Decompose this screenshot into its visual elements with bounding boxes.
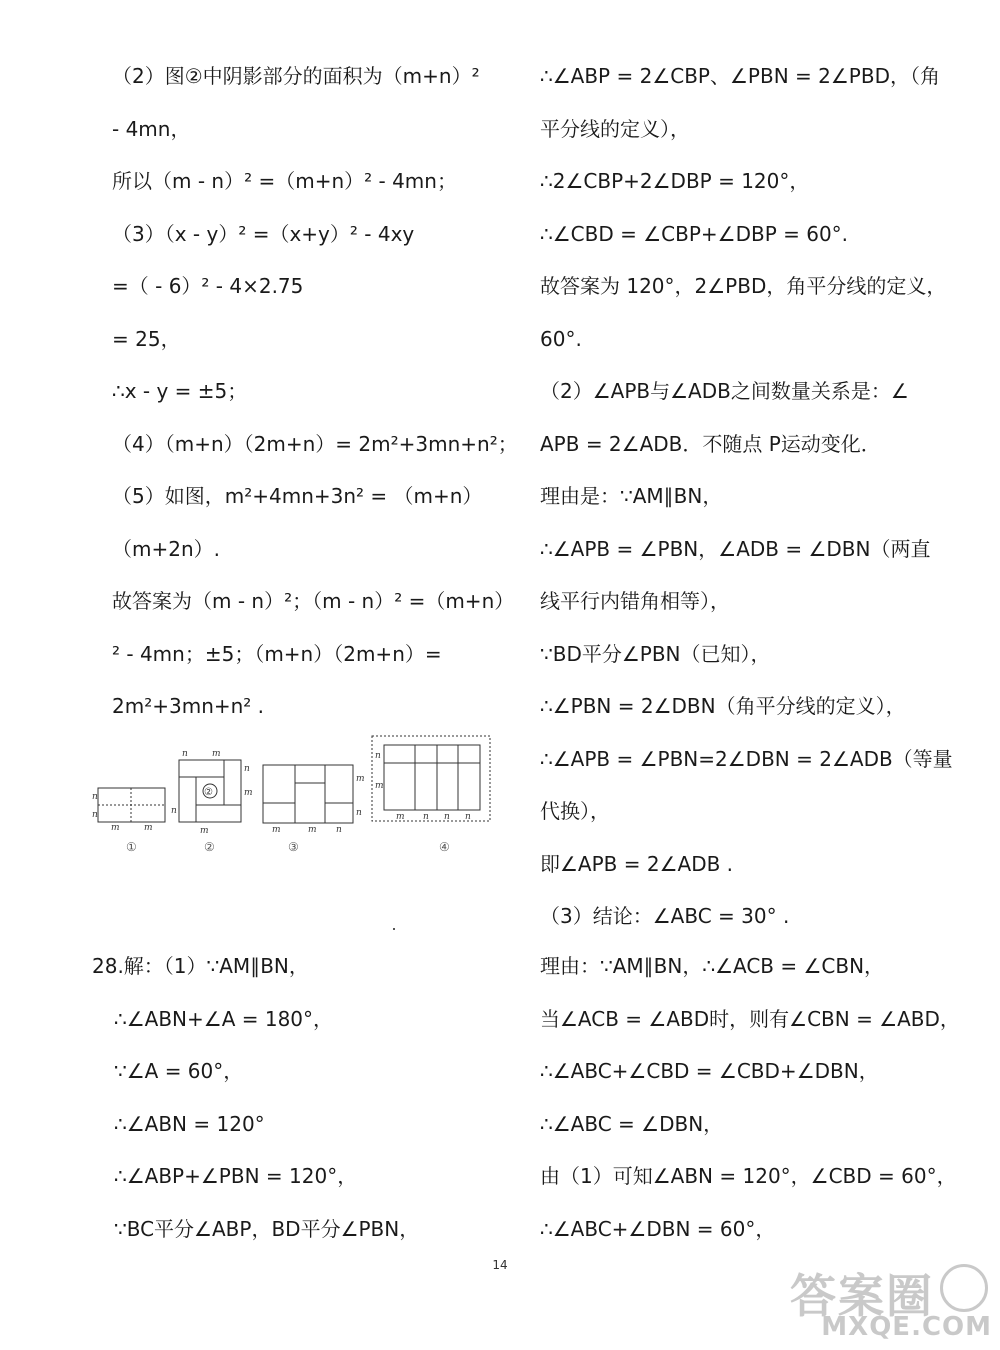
text-line: ∵∠A = 60°， <box>114 1059 244 1083</box>
figure-caption-2: ② <box>204 840 215 854</box>
text-line: 线平行内错角相等）， <box>540 589 730 613</box>
text-line: ∴∠ABN+∠A = 180°， <box>114 1006 334 1031</box>
text-line: = 25， <box>112 326 181 351</box>
figure-row <box>80 733 500 858</box>
text-line: ∴∠ABC+∠DBN = 60°， <box>540 1216 776 1241</box>
text-line: ∴x - y = ±5； <box>112 379 248 403</box>
text-line: APB = 2∠ADB．不随点 P运动变化． <box>540 431 881 456</box>
var-label: n <box>444 812 450 822</box>
text-line: 当∠ACB = ∠ABD时，则有∠CBN = ∠ABD， <box>540 1006 960 1031</box>
var-label: m <box>200 826 209 836</box>
figure-3 <box>263 765 365 835</box>
text-line: ² - 4mn；±5；（m+n）（2m+n）= <box>112 641 442 666</box>
text-line: ∴∠APB = ∠PBN=2∠DBN = 2∠ADB（等量 <box>540 746 953 771</box>
text-line: （2）∠APB与∠ADB之间数量关系是：∠ <box>540 379 909 403</box>
text-line: ∴∠ABP+∠PBN = 120°， <box>114 1164 358 1188</box>
text-line: =（ - 6）² - 4×2.75 <box>112 274 304 298</box>
text-line: 由（1）可知∠ABN = 120°，∠CBD = 60°， <box>540 1164 957 1188</box>
watermark-badge-icon <box>940 1264 988 1312</box>
text-line: 2m²+3mn+n² . <box>112 694 265 718</box>
figure-caption-3: ③ <box>288 840 299 854</box>
text-line: （5）如图，m²+4mn+3n² = （m+n） <box>112 484 483 508</box>
left-column <box>112 50 518 733</box>
right-column <box>540 50 953 943</box>
var-label: n <box>465 812 471 822</box>
var-label: n <box>92 810 98 820</box>
figure-2 <box>171 749 253 836</box>
figure-4 <box>372 736 490 822</box>
var-label: m <box>375 781 384 791</box>
text-line: ∴∠ABN = 120° <box>114 1111 265 1136</box>
var-label: m <box>272 825 281 835</box>
text-line: ∴∠ABP = 2∠CBP、∠PBN = 2∠PBD，（角 <box>540 64 940 88</box>
var-label: n <box>171 806 177 816</box>
var-label: m <box>111 823 120 833</box>
text-line: （2）图②中阴影部分的面积为（m+n）² <box>112 64 480 88</box>
var-label: n <box>182 749 188 759</box>
text-line: - 4mn， <box>112 116 191 141</box>
var-label: n <box>92 792 98 802</box>
text-line: ∴∠CBD = ∠CBP+∠DBP = 60°. <box>540 221 849 246</box>
text-line: 故答案为 120°，2∠PBD，角平分线的定义， <box>540 274 947 298</box>
text-line: ∴2∠CBP+2∠DBP = 120°， <box>540 169 810 193</box>
var-label: n <box>375 751 381 761</box>
text-line: ∴∠PBN = 2∠DBN（角平分线的定义）， <box>540 694 906 718</box>
text-line: 理由：∵AM∥BN，∴∠ACB = ∠CBN， <box>540 954 885 978</box>
text-line: ∴∠APB = ∠PBN，∠ADB = ∠DBN（两直 <box>540 536 931 561</box>
text-line: ∴∠ABC+∠CBD = ∠CBD+∠DBN， <box>540 1059 879 1083</box>
text-line: （m+2n）. <box>112 536 220 561</box>
page-number: 14 <box>492 1258 508 1272</box>
figure-1 <box>92 788 165 833</box>
var-label: m <box>144 823 153 833</box>
text-line: （4）（m+n）（2m+n）= 2m²+3mn+n²； <box>112 431 518 456</box>
watermark-en-text: MXQE.COM <box>821 1312 992 1342</box>
text-line: 故答案为（m - n）²；（m - n）² =（m+n） <box>112 589 515 613</box>
text-line: 所以（m - n）² =（m+n）² - 4mn； <box>112 169 457 193</box>
area-model-figures <box>80 733 500 858</box>
figure-2-inner-label: ② <box>204 787 213 798</box>
bottom-left-column <box>92 940 419 1255</box>
var-label: n <box>356 808 362 818</box>
text-line: 平分线的定义）， <box>540 116 690 141</box>
text-line: 28.解：（1）∵AM∥BN， <box>92 954 309 978</box>
text-line: 60°. <box>540 326 582 351</box>
var-label: m <box>308 825 317 835</box>
var-label: m <box>212 749 221 759</box>
watermark-logo <box>747 1260 992 1342</box>
text-line: （3）（x - y）² =（x+y）² - 4xy <box>112 221 415 246</box>
text-line: 理由是：∵AM∥BN， <box>540 484 723 508</box>
var-label: m <box>356 774 365 784</box>
bottom-right-column <box>540 940 960 1255</box>
text-line: 代换）， <box>540 799 610 823</box>
text-line: ∵BC平分∠ABP，BD平分∠PBN， <box>114 1216 420 1241</box>
var-label: n <box>336 825 342 835</box>
figure-caption-4: ④ <box>439 840 450 854</box>
text-line: （3）结论：∠ABC = 30° . <box>540 904 790 928</box>
var-label: n <box>244 764 250 774</box>
var-label: m <box>244 788 253 798</box>
var-label: m <box>396 812 405 822</box>
text-line: ∵BD平分∠PBN（已知）， <box>540 641 771 666</box>
stray-dot <box>393 928 395 930</box>
text-line: ∴∠ABC = ∠DBN， <box>540 1111 724 1136</box>
figure-caption-1: ① <box>126 840 137 854</box>
text-line: 即∠APB = 2∠ADB . <box>540 851 734 876</box>
var-label: n <box>423 812 429 822</box>
watermark-cn-text: 答案圈 <box>790 1269 934 1323</box>
